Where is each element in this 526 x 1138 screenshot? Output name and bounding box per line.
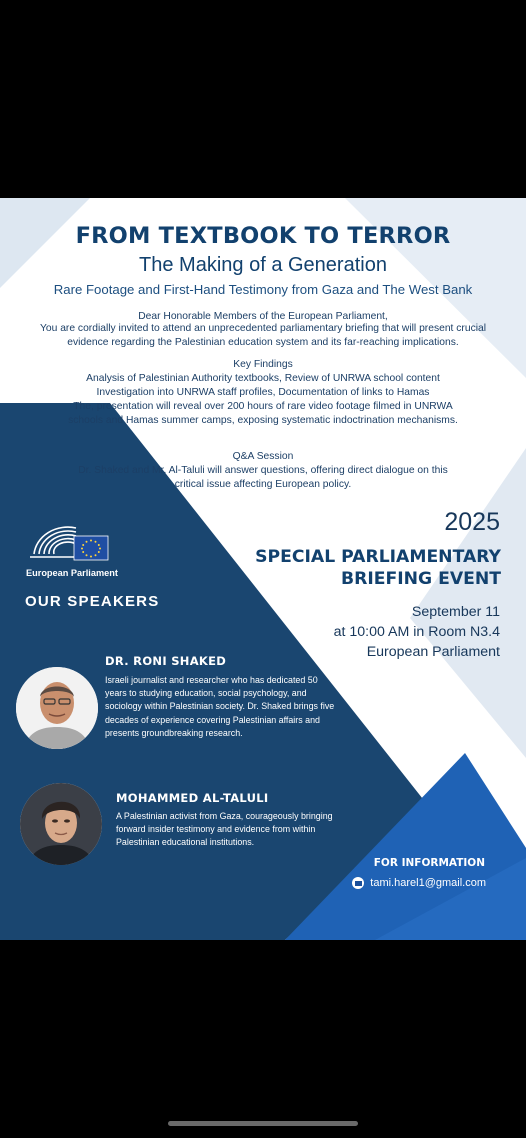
speaker-bio: A Palestinian activist from Gaza, courageously bringing forward insider testimony and evidence from within Palestinian educational institutions.: [116, 811, 333, 848]
poster-tagline: Rare Footage and First-Hand Testimony from Gaza and The West Bank: [53, 282, 473, 297]
event-details: [200, 602, 500, 662]
contact-email[interactable]: tami.harel1@gmail.com: [370, 877, 486, 889]
speaker-bio: Israeli journalist and researcher who has dedicated 50 years to studying education, social psychology, and sociology within Palestinian society. Dr. Shaked brings five decades of experience covering Palestinian affairs and presents groundbreaking research.: [105, 675, 335, 738]
speaker-name: DR. RONI SHAKED: [105, 654, 227, 668]
event-year: 2025: [444, 508, 500, 536]
invitation-poster: [0, 198, 526, 940]
contact-heading: FOR INFORMATION: [373, 857, 485, 869]
speaker-name: MOHAMMED AL-TALULI: [116, 791, 269, 805]
speaker-photo-shaked: [16, 667, 98, 749]
key-findings-heading: Key Findings: [233, 359, 293, 370]
event-venue: European Parliament: [366, 644, 500, 660]
key-finding-item: Analysis of Palestinian Authority textbooks, Review of UNRWA school content: [86, 373, 440, 384]
speakers-heading: OUR SPEAKERS: [25, 593, 160, 610]
contact-row[interactable]: [352, 875, 486, 891]
qa-text: Dr. Shaked and Mr. Al-Taluli will answer questions, offering direct dialogue on this critical issue affecting European policy.: [78, 465, 448, 490]
poster-title: FROM TEXTBOOK TO TERROR: [75, 223, 451, 249]
logo-name: European Parliament: [26, 568, 118, 578]
qa-heading: Q&A Session: [232, 451, 294, 462]
home-indicator[interactable]: [168, 1121, 358, 1126]
invitation-text: You are cordially invited to attend an unprecedented parliamentary briefing that will present crucial evidence regarding the Palestinian education system and its far-reaching implications.: [39, 323, 487, 348]
event-time-room: at 10:00 AM in Room N3.4: [333, 624, 500, 640]
event-date: September 11: [411, 604, 500, 620]
salutation: Dear Honorable Members of the European Parliament,: [138, 311, 388, 322]
event-name: SPECIAL PARLIAMENTARY BRIEFING EVENT: [255, 547, 501, 589]
key-finding-item: Investigation into UNRWA staff profiles, Documentation of links to Hamas: [96, 387, 430, 398]
key-finding-item: The, presentation will reveal over 200 hours of rare video footage filmed in UNRWA schools and Hamas summer camps, exposing systematic indoctrination mechanisms.: [68, 401, 458, 426]
poster-subtitle: The Making of a Generation: [139, 254, 387, 276]
european-parliament-logo: [28, 520, 110, 566]
speaker-photo-al-taluli: [20, 783, 102, 865]
mail-icon: [352, 877, 364, 889]
